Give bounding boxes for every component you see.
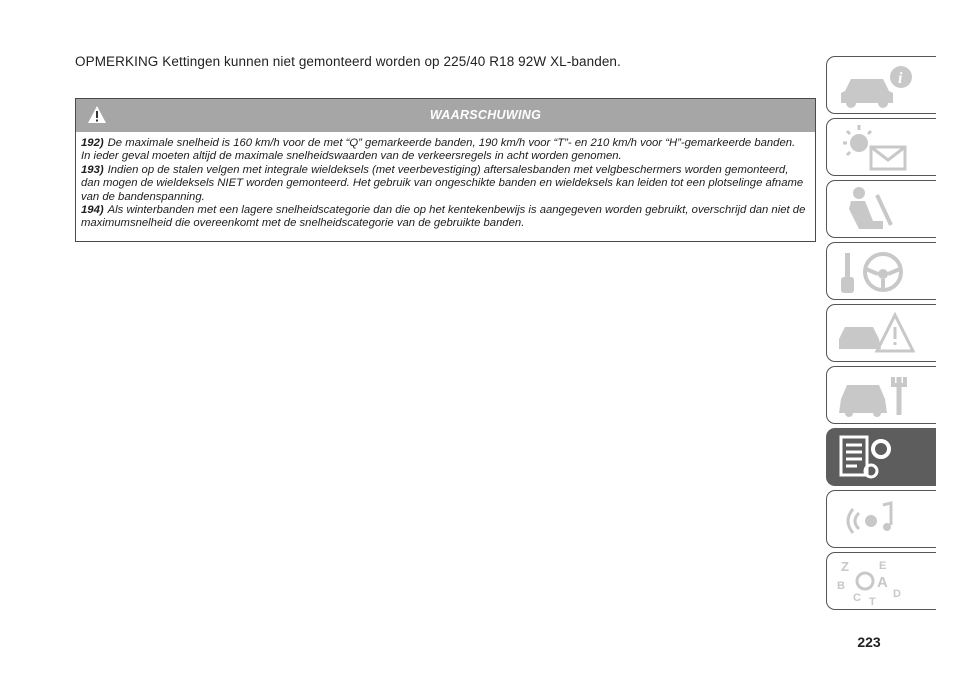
- warning-item-text: Indien op de stalen velgen met integrale wieldeksels (met veerbevestiging) aftersalesbanden met velgbeschermers worden gemonteerd, dan mogen de wieldeksels NIET worden gemonteerd. Het gebruik van ongeschikte banden en wieldeksels kan leiden tot een plotselinge afname van de bandenspanning.: [81, 163, 804, 203]
- warning-item-number: 193): [81, 163, 104, 176]
- warning-box: [75, 98, 816, 242]
- tab-index[interactable]: [826, 552, 936, 610]
- index-letter: T: [869, 596, 876, 607]
- note-text: OPMERKING Kettingen kunnen niet gemonteerd worden op 225/40 R18 92W XL-banden.: [75, 54, 621, 69]
- tab-car-accident[interactable]: [826, 304, 936, 362]
- car-info-icon: [833, 61, 928, 111]
- warning-item: [81, 204, 807, 231]
- warning-body: [76, 132, 815, 231]
- seat-airbag-icon: [833, 185, 928, 235]
- tab-car-info[interactable]: [826, 56, 936, 114]
- index-letter: B: [837, 580, 845, 592]
- car-wrench-icon: [833, 371, 928, 421]
- tab-key-steering[interactable]: [826, 242, 936, 300]
- car-accident-warning-icon: [833, 309, 928, 359]
- warning-item-text: Als winterbanden met een lagere snelheidscategorie dan die op het kentekenbewijs is aangegeven worden gebruikt, overschrijd dan niet de maximumsnelheid die overeenkomt met de snelheidscategorie van de gebruikte banden.: [81, 204, 806, 230]
- tab-multimedia[interactable]: [826, 490, 936, 548]
- tab-car-maintenance[interactable]: [826, 366, 936, 424]
- warning-item-text: De maximale snelheid is 160 km/h voor de met “Q” gemarkeerde banden, 190 km/h voor “T”- en 210 km/h voor “H”-gemarkeerde banden. In ieder geval moeten altijd de maximale snelheidswaarden van de verkeersregels in acht worden genomen.: [81, 137, 796, 163]
- tab-lights-mail[interactable]: [826, 118, 936, 176]
- lights-mail-icon: [833, 123, 928, 173]
- index-letter: C: [853, 592, 861, 604]
- tab-specs-active[interactable]: [826, 428, 936, 486]
- key-steering-wheel-icon: [833, 247, 928, 297]
- index-letters-icon: [833, 557, 928, 607]
- warning-item: [81, 164, 807, 204]
- warning-header: [76, 99, 815, 132]
- multimedia-icon: [833, 495, 928, 545]
- specs-gear-icon: [833, 433, 928, 483]
- warning-item: [81, 137, 807, 164]
- warning-item-number: 194): [81, 204, 104, 217]
- index-letter: E: [879, 560, 887, 572]
- svg-text:i: i: [898, 70, 903, 87]
- index-letter: D: [893, 588, 901, 600]
- index-letter: A: [877, 574, 888, 591]
- page-number: 223: [857, 634, 881, 650]
- index-letter: Z: [841, 559, 849, 574]
- warning-title: WAARSCHUWING: [429, 108, 542, 122]
- tab-seat-airbag[interactable]: [826, 180, 936, 238]
- warning-item-number: 192): [81, 137, 104, 149]
- chapter-tabs: [826, 56, 936, 616]
